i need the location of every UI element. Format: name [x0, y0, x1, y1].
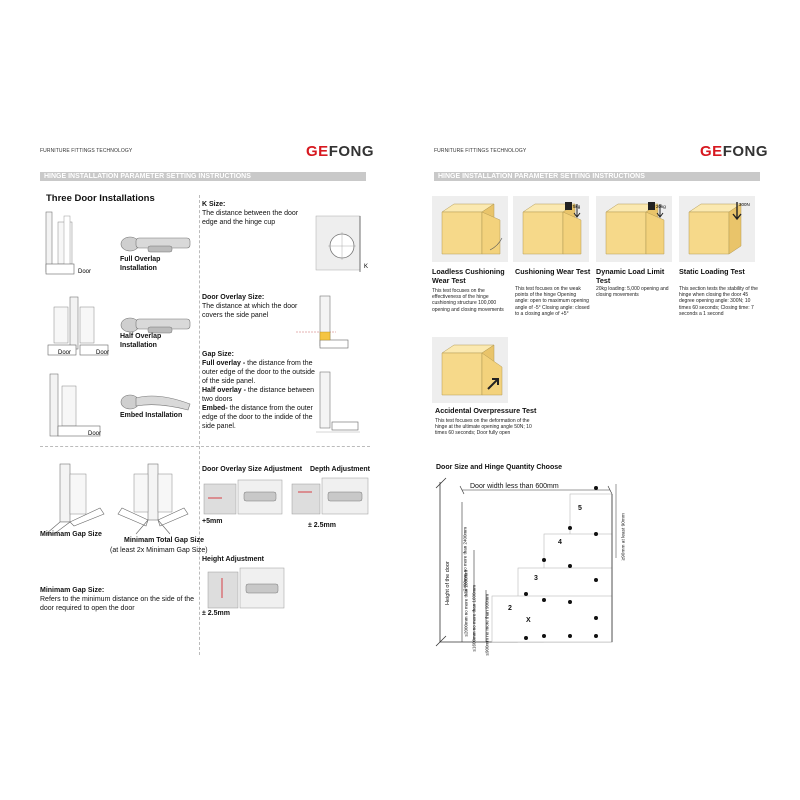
half-overlap-door-label-a: Door [58, 350, 72, 356]
test-loadless-title: Loadless Cushioning Wear Test [432, 267, 505, 285]
test-dynamic-desc: 20kg loading: 5,000 opening and closing movements [596, 286, 669, 299]
gap-half-label: Half overlay - [202, 387, 246, 394]
min-gap-diagram [40, 464, 110, 534]
left-divider-horizontal [40, 446, 370, 447]
half-overlap-door-label-b: Door [96, 350, 110, 356]
test-dynamic-weight: 20kg [656, 204, 666, 209]
door-count-2: 2 [508, 605, 512, 612]
gap-half-desc: the distance between two doors [202, 387, 315, 403]
overlay-adjust-title: Door Overlay Size Adjustment [202, 466, 303, 473]
door-side-label: ≥90mm at least 90mm [621, 513, 627, 561]
min-gap-block [40, 586, 200, 613]
gap-embed-desc: the distance from the outer edge of the door to the indide of the side panel. [202, 405, 313, 430]
test-overpressure-image [432, 337, 508, 403]
height-adjust-title: Height Adjustment [202, 556, 264, 563]
test-cushioning-image [513, 196, 589, 262]
logo-suffix: FONG [328, 143, 375, 160]
door-count-3: 3 [534, 575, 538, 582]
test-static-image [679, 196, 755, 262]
gap-full [202, 359, 320, 386]
gap-size-diagram [316, 372, 366, 436]
full-overlap-door-label: Door [78, 269, 92, 275]
min-total-gap-diagram [108, 464, 200, 534]
door-overlay-diagram [296, 296, 356, 356]
door-height-label: Height of the door [445, 561, 451, 605]
right-logo [700, 143, 768, 160]
full-overlap-hinge-icon [118, 230, 198, 256]
door-x-label: X [526, 617, 531, 624]
gap-size-title: Gap Size: [202, 351, 234, 358]
three-door-title: Three Door Installations [46, 193, 155, 204]
test-static-weight: 300N [739, 202, 750, 207]
door-range-2000: ≤2000mm no more than 2000mm [463, 569, 469, 637]
right-section-bar [434, 172, 760, 181]
gap-full-label: Full overlay - [202, 360, 246, 367]
logo-prefix: GE [700, 143, 723, 160]
embed-diagram [44, 374, 114, 440]
door-count-5: 5 [578, 505, 582, 512]
depth-adjust-diagram [292, 478, 372, 518]
k-size-block [202, 200, 312, 227]
test-loadless-desc: This test focuses on the effectiveness of the hinge cushioning structure 100,000 opening and closing movements [432, 288, 504, 313]
full-overlap-diagram [44, 212, 114, 278]
embed-label: Embed Installation [120, 412, 183, 419]
right-tagline: FURNITURE FITTINGS TECHNOLOGY [434, 148, 527, 154]
test-cushioning-desc: This test focuses on the weak points of the hinge Opening angle: open to maximum opening angle of -5° Closing angle: closed to a closing angle of +5° [515, 286, 590, 317]
overlay-adjust-diagram [204, 480, 286, 518]
gap-half [202, 386, 320, 404]
min-gap-desc: Refers to the minimum distance on the side of the door required to open the door [40, 596, 195, 612]
gap-embed-label: Embed- [202, 405, 228, 412]
door-width-label: Door width less than 600mm [470, 483, 559, 490]
half-overlap-label: Half Overlap Installation [120, 333, 162, 349]
test-dynamic-image [596, 196, 672, 262]
embed-door-label: Door [88, 431, 102, 437]
left-logo [306, 143, 374, 160]
door-chart [440, 476, 760, 656]
door-chart-title: Door Size and Hinge Quantity Choose [436, 464, 563, 471]
door-overlay-desc: The distance at which the door covers the side panel [202, 303, 298, 319]
test-cushioning-weight: 5kg [573, 204, 581, 209]
test-overpressure-desc: This test focuses on the deformation of the hinge at the ultimate opening angle 50N; 10 times 60 seconds; Door fully open [435, 418, 532, 437]
height-adjust-value: ± 2.5mm [202, 610, 230, 617]
door-range-2400: ≤2400mm no more than 2400mm [462, 526, 468, 594]
logo-prefix: GE [306, 143, 329, 160]
door-range-900: ≤900mm no more than 900mm [484, 594, 490, 656]
depth-adjust-title: Depth Adjustment [310, 466, 371, 473]
test-overpressure-title: Accidental Overpressure Test [435, 406, 537, 415]
min-gap-label: Minimam Gap Size [40, 531, 102, 538]
min-gap-title: Minimam Gap Size: [40, 587, 105, 594]
full-overlap-label: Full Overlap Installation [120, 256, 161, 272]
gap-size-block [202, 350, 320, 431]
left-tagline: FURNITURE FITTINGS TECHNOLOGY [40, 148, 133, 154]
test-static-title: Static Loading Test [679, 267, 745, 276]
test-loadless-image [432, 196, 508, 262]
left-section-bar [40, 172, 366, 181]
test-dynamic-title: Dynamic Load Limit Test [596, 267, 665, 285]
door-count-4: 4 [558, 539, 562, 546]
height-adjust-diagram [208, 568, 288, 612]
gap-embed [202, 404, 320, 431]
gap-full-desc: the distance from the outer edge of the door to the outside of the side panel. [202, 360, 315, 385]
test-static-desc: This section tests the stability of the hinge when closing the door 45 degree opening angle: 300N; 10 times 60 seconds; Closing time: 7 seconds a 1 second [679, 286, 758, 317]
right-section-title: HINGE INSTALLATION PARAMETER SETTING INSTRUCTIONS [438, 173, 645, 180]
overlay-adjust-value: +5mm [202, 518, 223, 525]
left-section-title: HINGE INSTALLATION PARAMETER SETTING INSTRUCTIONS [44, 173, 251, 180]
k-letter: K [364, 264, 369, 270]
min-total-gap-label: Minimam Total Gap Size [124, 537, 204, 544]
logo-suffix: FONG [722, 143, 769, 160]
door-overlay-title: Door Overlay Size: [202, 294, 265, 301]
min-total-gap-note: (at least 2x Minimam Gap Size) [110, 547, 208, 554]
door-range-1600: ≤1600mm no more than 1600mm [471, 584, 477, 652]
k-size-diagram [316, 216, 374, 276]
k-size-desc: The distance between the door edge and the hinge cup [202, 210, 299, 226]
half-overlap-diagram [44, 297, 120, 361]
test-cushioning-title: Cushioning Wear Test [515, 267, 591, 276]
k-size-title: K Size: [202, 201, 226, 208]
depth-adjust-value: ± 2.5mm [308, 522, 336, 529]
